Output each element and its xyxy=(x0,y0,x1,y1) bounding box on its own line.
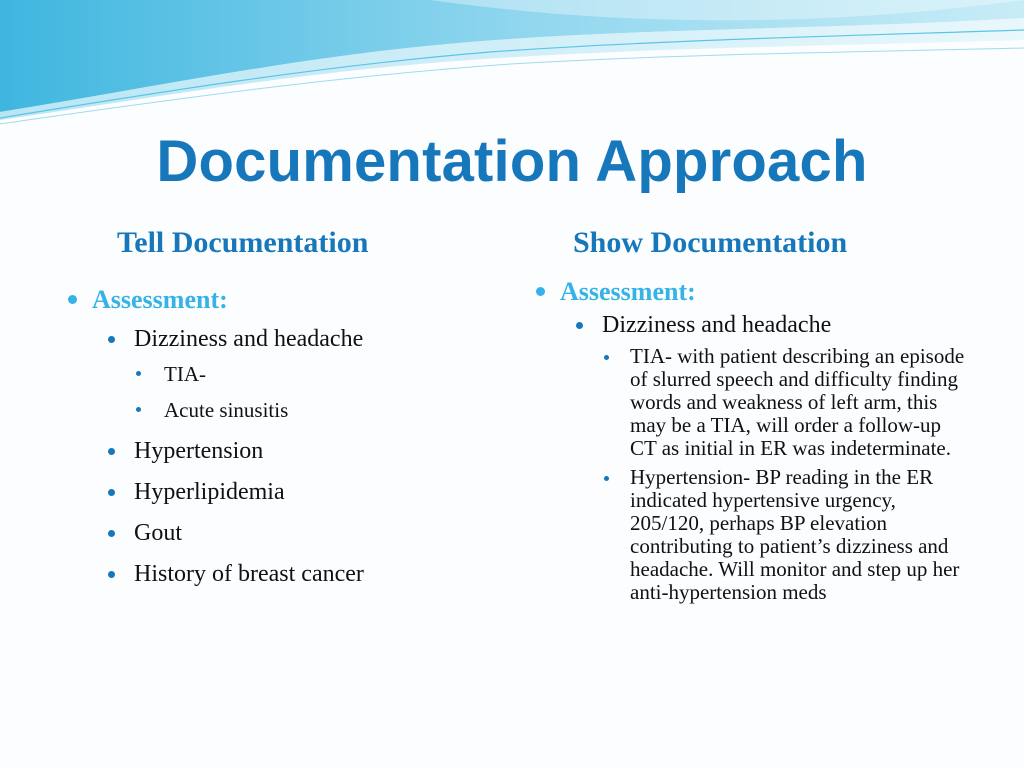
diagnosis-text: History of breast cancer xyxy=(134,561,364,587)
show-documentation-column xyxy=(532,277,972,610)
diagnosis-text: Hypertension xyxy=(134,438,264,464)
tell-documentation-column xyxy=(64,285,484,601)
diagnosis-text: Dizziness and headache xyxy=(134,326,364,352)
assessment-item xyxy=(64,285,484,588)
sub-diagnosis-text: TIA- xyxy=(164,362,206,386)
list-item xyxy=(106,437,484,465)
bullet-icon xyxy=(108,448,115,455)
diagnosis-list xyxy=(64,325,484,588)
sub-diagnosis-list xyxy=(602,345,972,604)
assessment-item xyxy=(532,277,972,604)
bullet-icon xyxy=(136,407,141,412)
list-item xyxy=(106,560,484,588)
list-item xyxy=(574,311,972,604)
list-item xyxy=(106,478,484,506)
sub-diagnosis-text: TIA- with patient describing an episode of slurred speech and difficulty finding words and weakness of left arm, this may be a TIA, will order a follow-up CT as initial in ER was indeterminate. xyxy=(630,344,965,460)
sub-diagnosis-text: Hypertension- BP reading in the ER indicated hypertensive urgency, 205/120, perhaps BP elevation contributing to patient’s dizziness and headache. Will monitor and step up her anti-hypertension meds xyxy=(630,465,960,604)
bullet-icon xyxy=(604,355,609,360)
list-item xyxy=(602,345,972,460)
decorative-wave-banner xyxy=(0,0,1024,130)
list-item xyxy=(134,397,484,424)
bullet-icon xyxy=(576,322,583,329)
assessment-label: Assessment: xyxy=(560,277,696,306)
assessment-list xyxy=(532,277,972,604)
tell-documentation-heading: Tell Documentation xyxy=(117,226,369,259)
bullet-icon xyxy=(108,571,115,578)
bullet-icon xyxy=(108,489,115,496)
bullet-icon xyxy=(108,336,115,343)
show-documentation-heading: Show Documentation xyxy=(573,226,848,259)
diagnosis-list xyxy=(532,311,972,604)
list-item xyxy=(602,466,972,604)
diagnosis-text: Hyperlipidemia xyxy=(134,479,285,505)
list-item xyxy=(106,325,484,424)
slide-title: Documentation Approach xyxy=(156,129,868,194)
sub-diagnosis-text: Acute sinusitis xyxy=(164,398,289,422)
bullet-icon xyxy=(108,530,115,537)
assessment-label: Assessment: xyxy=(92,285,228,314)
bullet-icon xyxy=(136,371,141,376)
assessment-list xyxy=(64,285,484,588)
diagnosis-text: Gout xyxy=(134,520,182,546)
list-item xyxy=(134,361,484,388)
list-item xyxy=(106,519,484,547)
bullet-icon xyxy=(604,476,609,481)
sub-diagnosis-list xyxy=(134,361,484,424)
diagnosis-text: Dizziness and headache xyxy=(602,312,832,338)
bullet-icon xyxy=(536,287,545,296)
bullet-icon xyxy=(68,295,77,304)
